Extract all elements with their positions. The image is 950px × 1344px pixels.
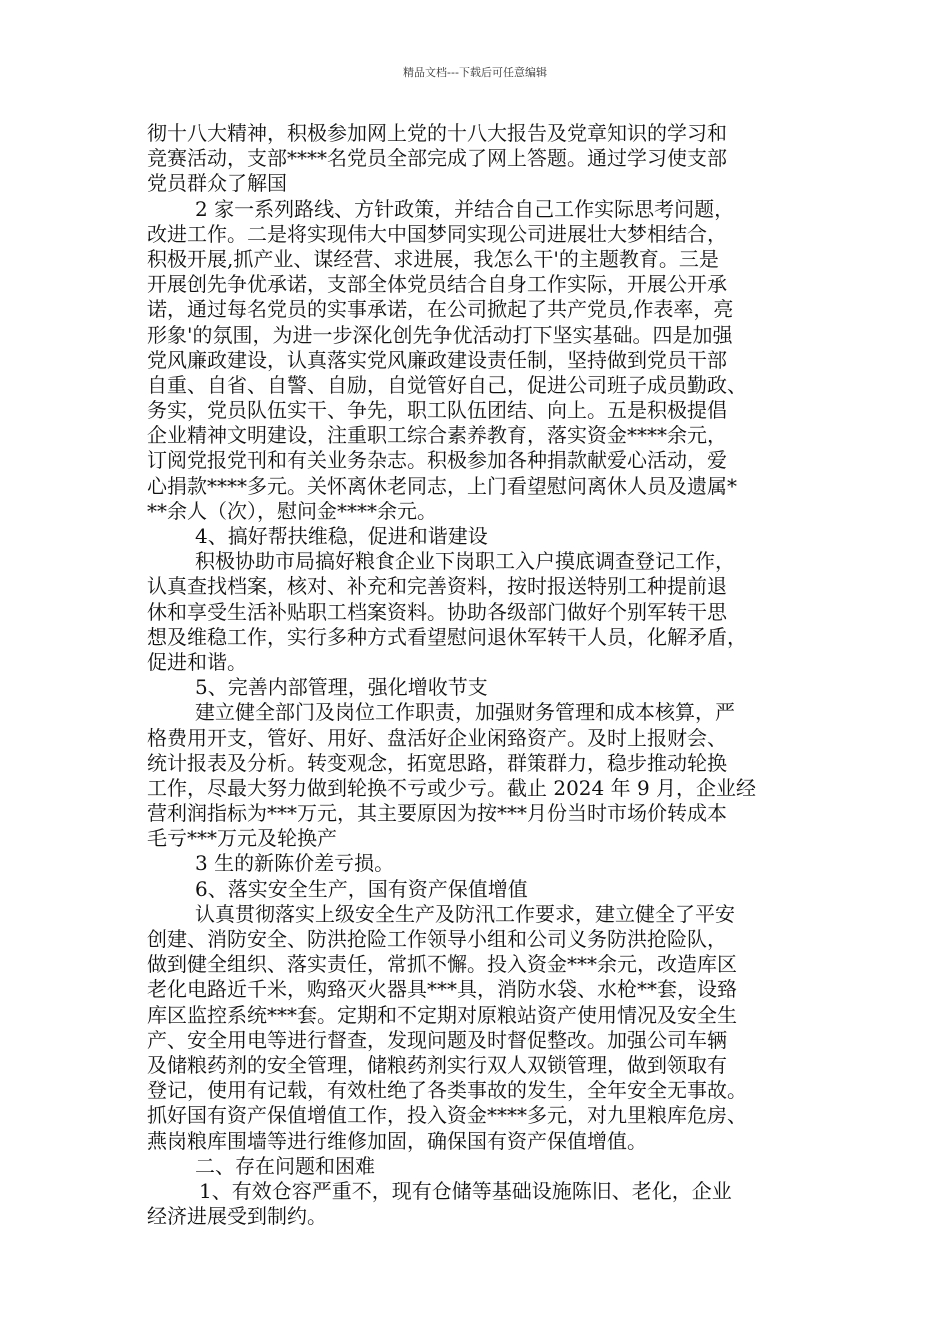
text-line: 登记，使用有记载，有效杜绝了各类事故的发生，全年安全无事故。: [147, 1078, 747, 1103]
text-line: 党风廉政建设，认真落实党风廉政建设责任制，坚持做到党员干部: [147, 347, 727, 372]
text-line: 促进和谐。: [147, 649, 247, 674]
text-line: 竞赛活动，支部****名党员全部完成了网上答题。通过学习使支部: [147, 146, 727, 171]
text-line: 抓好国有资产保值增值工作，投入资金****多元，对九里粮库危房、: [147, 1103, 747, 1128]
text-line: 毛亏***万元及轮换产: [147, 826, 337, 851]
text-line: 彻十八大精神，积极参加网上党的十八大报告及党章知识的学习和: [147, 121, 727, 145]
text-line: 营利润指标为***万元，其主要原因为按***月份当时市场价转成本: [147, 801, 727, 826]
text-line: 形象'的氛围，为进一步深化创先争优活动打下坚实基础。四是加强: [147, 322, 733, 347]
text-line: 经济进展受到制约。: [147, 1204, 327, 1229]
text-line: 工作，尽最大努力做到轮换不亏或少亏。截止 2024 年 9 月，企业经: [147, 775, 757, 800]
text-line: 1、有效仓容严重不，现有仓储等基础设施陈旧、老化，企业: [199, 1178, 732, 1203]
text-line: 创建、消防安全、防洪抢险工作领导小组和公司义务防洪抢险队，: [147, 927, 727, 951]
text-line: 及储粮药剂的安全管理，储粮药剂实行双人双锁管理，做到领取有: [147, 1052, 727, 1077]
text-line: 务实，党员队伍实干、争先，职工队伍团结、向上。五是积极提倡: [147, 398, 727, 423]
document-body: [147, 121, 817, 1229]
text-line: 改进工作。二是将实现伟大中国梦同实现公司进展壮大梦相结合，: [147, 221, 727, 246]
text-line: **余人（次），慰问金****余元。: [147, 498, 437, 523]
text-line: 认真贯彻落实上级安全生产及防汛工作要求，建立健全了平安: [195, 901, 735, 926]
text-line: 做到健全组织、落实责任，常抓不懈。投入资金***余元，改造库区: [147, 952, 737, 977]
text-line: 老化电路近千米，购臵灭火器具***具，消防水袋、水枪**套，设臵: [147, 977, 737, 1002]
text-line: 自重、自省、自警、自励，自觉管好自己，促进公司班子成员勤政、: [147, 372, 747, 397]
text-line: 建立健全部门及岗位工作职责，加强财务管理和成本核算，严: [195, 700, 735, 725]
page-header: 精品文档---下载后可任意编辑: [403, 66, 547, 79]
text-line: 6、落实安全生产，国有资产保值增值: [195, 876, 528, 901]
text-line: 二、存在问题和困难: [195, 1153, 375, 1178]
text-line: 积极开展,抓产业、谋经营、求进展，我怎么干'的主题教育。三是: [147, 246, 719, 271]
text-line: 3 生的新陈价差亏损。: [195, 851, 395, 876]
text-line: 统计报表及分析。转变观念，拓宽思路，群策群力，稳步推动轮换: [147, 750, 727, 775]
text-line: 想及维稳工作，实行多种方式看望慰问退休军转干人员，化解矛盾，: [147, 624, 747, 649]
text-line: 开展创先争优承诺，支部全体党员结合自身工作实际，开展公开承: [147, 272, 727, 297]
text-line: 格费用开支，管好、用好、盘活好企业闲臵资产。及时上报财会、: [147, 725, 727, 750]
text-line: 产、安全用电等进行督查，发现问题及时督促整改。加强公司车辆: [147, 1027, 727, 1052]
text-line: 燕岗粮库围墙等进行维修加固，确保国有资产保值增值。: [147, 1128, 647, 1153]
text-line: 2 家一系列路线、方针政策，并结合自己工作实际思考问题，: [195, 196, 735, 221]
text-line: 党员群众了解国: [147, 171, 287, 196]
text-line: 订阅党报党刊和有关业务杂志。积极参加各种捐款献爱心活动，爱: [147, 448, 727, 473]
text-line: 诺，通过每名党员的实事承诺，在公司掀起了共产党员,作表率，亮: [147, 297, 734, 322]
text-line: 库区监控系统***套。定期和不定期对原粮站资产使用情况及安全生: [147, 1002, 737, 1027]
text-line: 4、搞好帮扶维稳，促进和谐建设: [195, 524, 488, 548]
text-line: 积极协助市局搞好粮食企业下岗职工入户摸底调查登记工作，: [195, 549, 735, 574]
text-line: 企业精神文明建设，注重职工综合素养教育，落实资金****余元，: [147, 423, 727, 448]
text-line: 5、完善内部管理，强化增收节支: [195, 675, 488, 700]
text-line: 心捐款****多元。关怀离休老同志，上门看望慰问离休人员及遗属*: [147, 473, 737, 498]
text-line: 休和享受生活补贴职工档案资料。协助各级部门做好个别军转干思: [147, 599, 727, 624]
text-line: 认真查找档案，核对、补充和完善资料，按时报送特别工种提前退: [147, 574, 727, 599]
